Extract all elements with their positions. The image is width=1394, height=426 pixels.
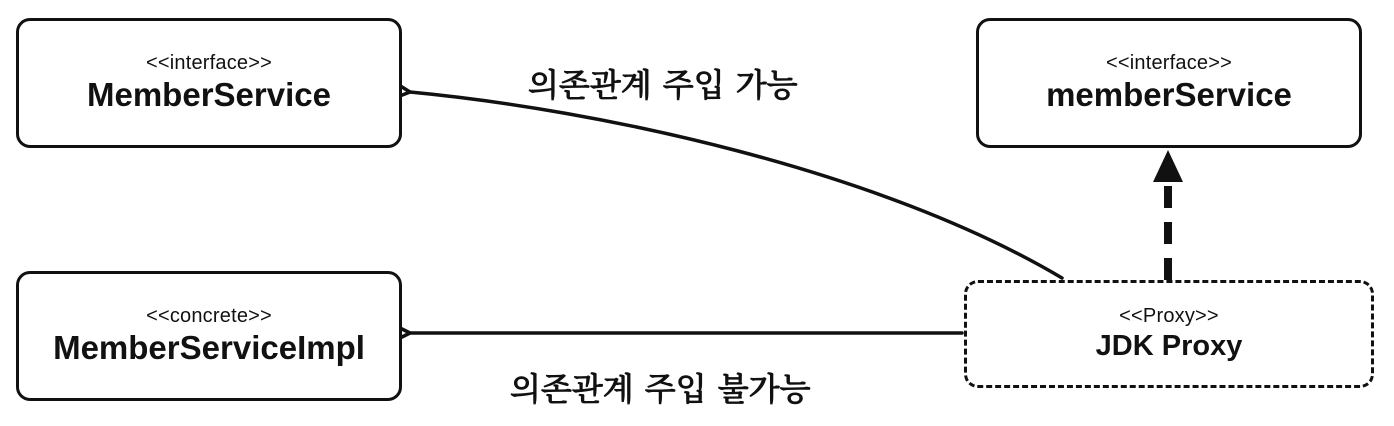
stereotype-label: <<interface>> — [145, 52, 273, 74]
injection-possible-label: 의존관계 주입 가능 — [528, 66, 798, 104]
class-name: memberService — [1046, 76, 1292, 113]
realization-arrowhead — [1153, 150, 1183, 182]
proxy-interface-box[interactable] — [976, 18, 1362, 148]
injection-impossible-label: 의존관계 주입 불가능 — [510, 370, 811, 408]
jdk-proxy-box[interactable] — [964, 280, 1374, 388]
class-name: JDK Proxy — [1095, 330, 1243, 362]
arrow-proxy-to-interface — [410, 92, 1062, 278]
member-service-impl-box[interactable] — [16, 271, 402, 401]
class-name: MemberServiceImpl — [53, 329, 365, 366]
member-service-interface-box[interactable] — [16, 18, 402, 148]
class-name: MemberService — [87, 76, 331, 113]
stereotype-label: <<Proxy>> — [1119, 305, 1219, 327]
stereotype-label: <<concrete>> — [146, 305, 272, 327]
stereotype-label: <<interface>> — [1105, 52, 1233, 74]
